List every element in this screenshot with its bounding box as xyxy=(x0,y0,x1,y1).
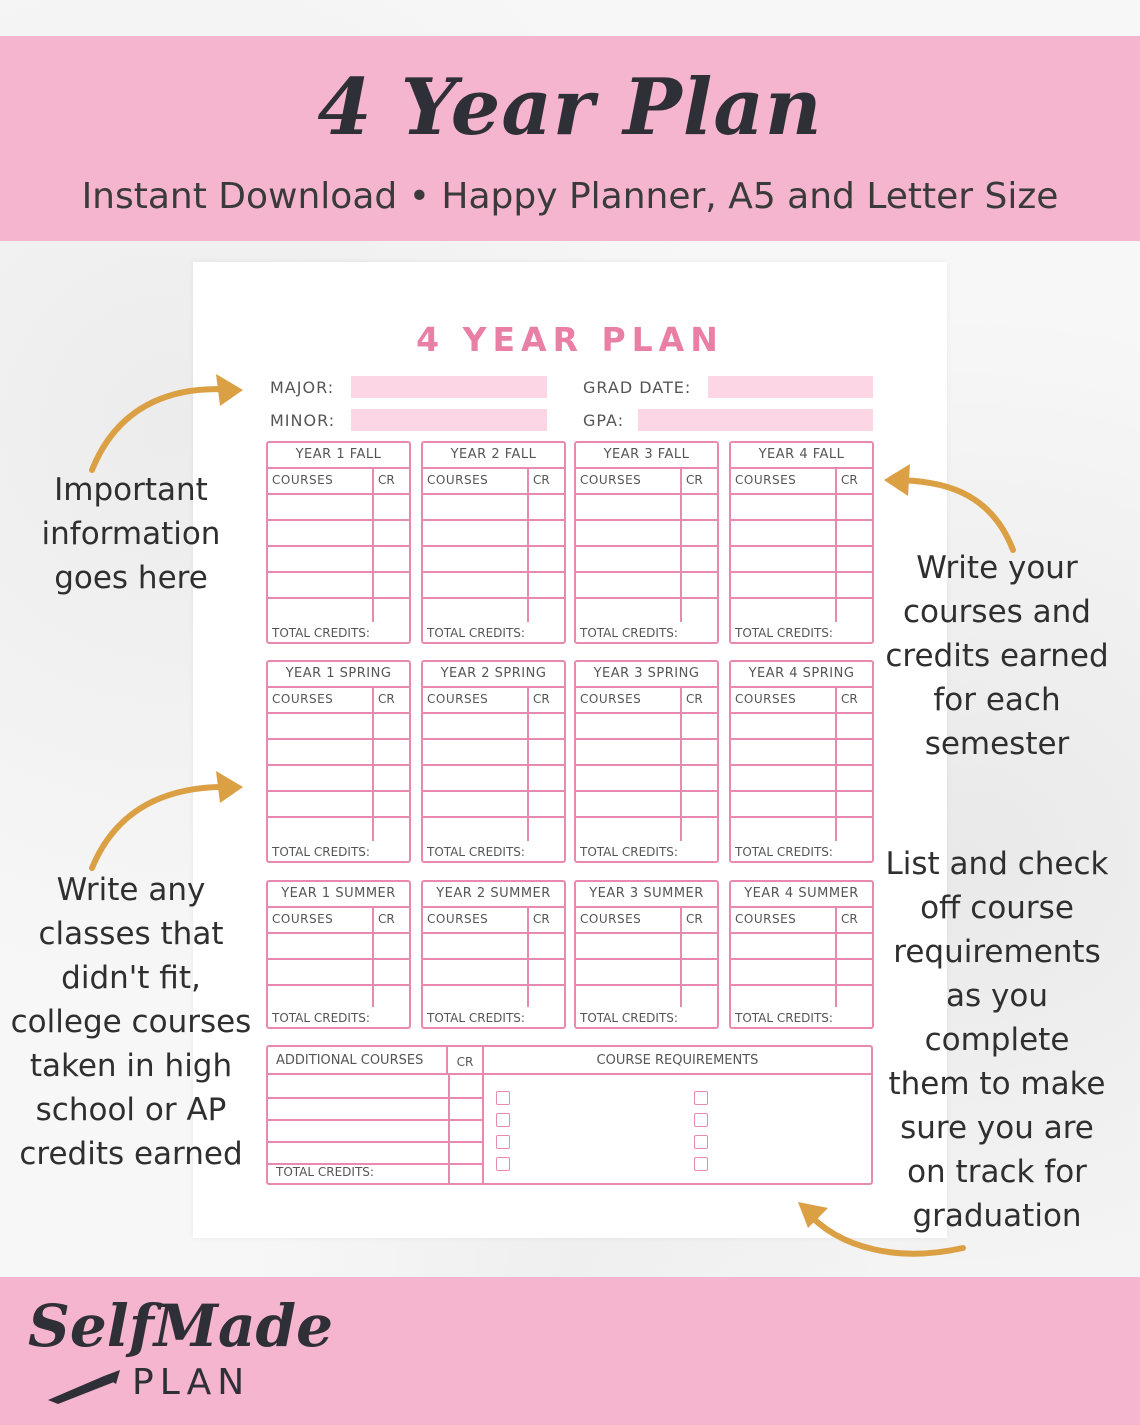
cr-column-label: CR xyxy=(378,473,395,487)
courses-column-label: COURSES xyxy=(735,473,797,487)
total-credits-label: TOTAL CREDITS: xyxy=(735,845,833,859)
cr-column-label: CR xyxy=(841,473,858,487)
courses-column-label: COURSES xyxy=(735,692,797,706)
cr-column-label: CR xyxy=(841,692,858,706)
total-credits-label: TOTAL CREDITS: xyxy=(580,626,678,640)
semester-title: YEAR 3 SPRING xyxy=(576,662,717,688)
total-credits-label: TOTAL CREDITS: xyxy=(427,845,525,859)
total-credits-label: TOTAL CREDITS: xyxy=(580,1011,678,1025)
cr-column-label: CR xyxy=(841,912,858,926)
arrow-left-bottom xyxy=(92,787,235,868)
brand-logo-plan: PLAN xyxy=(132,1362,251,1403)
semester-title: YEAR 1 SPRING xyxy=(268,662,409,688)
courses-column-label: COURSES xyxy=(272,473,334,487)
annotation-left-bottom: Write any classes that didn't fit, college courses taken in high school or AP credits earned xyxy=(10,872,252,1172)
additional-courses-label: ADDITIONAL COURSES xyxy=(268,1047,448,1075)
cr-column-label: CR xyxy=(686,912,703,926)
cr-column-label: CR xyxy=(378,692,395,706)
cr-column-label: CR xyxy=(686,473,703,487)
gpa-label: GPA: xyxy=(583,411,625,430)
courses-column-label: COURSES xyxy=(580,912,642,926)
banner-subtitle: Instant Download • Happy Planner, A5 and Letter Size xyxy=(81,176,1059,217)
courses-column-label: COURSES xyxy=(580,692,642,706)
courses-column-label: COURSES xyxy=(272,912,334,926)
course-requirements-label: COURSE REQUIREMENTS xyxy=(484,1047,871,1075)
courses-column-label: COURSES xyxy=(427,912,489,926)
total-credits-label: TOTAL CREDITS: xyxy=(580,845,678,859)
courses-column-label: COURSES xyxy=(272,692,334,706)
semester-title: YEAR 2 SPRING xyxy=(423,662,564,688)
total-credits-label: TOTAL CREDITS: xyxy=(735,626,833,640)
total-credits-label: TOTAL CREDITS: xyxy=(272,626,370,640)
additional-total-credits: TOTAL CREDITS: xyxy=(276,1165,374,1179)
banner-title: 4 Year Plan xyxy=(317,62,823,153)
semester-title: YEAR 2 SUMMER xyxy=(423,882,564,908)
cr-column-label: CR xyxy=(533,912,550,926)
semester-title: YEAR 1 SUMMER xyxy=(268,882,409,908)
brand-logo-script: SelfMade xyxy=(28,1292,334,1360)
additional-cr-label: CR xyxy=(448,1047,482,1075)
minor-label: MINOR: xyxy=(270,411,336,430)
cr-column-label: CR xyxy=(533,692,550,706)
annotation-left-top: Important information goes here xyxy=(41,472,221,596)
cr-column-label: CR xyxy=(533,473,550,487)
courses-column-label: COURSES xyxy=(427,692,489,706)
sheet-title: 4 YEAR PLAN xyxy=(416,320,724,359)
semester-title: YEAR 1 FALL xyxy=(268,443,409,469)
cr-column-label: CR xyxy=(686,692,703,706)
total-credits-label: TOTAL CREDITS: xyxy=(272,845,370,859)
arrow-right-top xyxy=(892,480,1013,550)
semester-title: YEAR 4 SUMMER xyxy=(731,882,872,908)
total-credits-label: TOTAL CREDITS: xyxy=(735,1011,833,1025)
annotation-right-top: Write your courses and credits earned for each semester xyxy=(885,550,1109,762)
cr-column-label: CR xyxy=(378,912,395,926)
arrow-left-top xyxy=(92,389,235,470)
courses-column-label: COURSES xyxy=(735,912,797,926)
pen-icon xyxy=(44,1366,124,1406)
courses-column-label: COURSES xyxy=(427,473,489,487)
semester-title: YEAR 4 FALL xyxy=(731,443,872,469)
semester-title: YEAR 3 FALL xyxy=(576,443,717,469)
grad-date-label: GRAD DATE: xyxy=(583,378,692,397)
total-credits-label: TOTAL CREDITS: xyxy=(427,1011,525,1025)
total-credits-label: TOTAL CREDITS: xyxy=(427,626,525,640)
annotation-right-bottom: List and check off course requirements as you complete them to make sure you are on track for graduation xyxy=(885,846,1109,1234)
semester-title: YEAR 3 SUMMER xyxy=(576,882,717,908)
major-label: MAJOR: xyxy=(270,378,335,397)
semester-title: YEAR 4 SPRING xyxy=(731,662,872,688)
total-credits-label: TOTAL CREDITS: xyxy=(272,1011,370,1025)
semester-title: YEAR 2 FALL xyxy=(423,443,564,469)
courses-column-label: COURSES xyxy=(580,473,642,487)
